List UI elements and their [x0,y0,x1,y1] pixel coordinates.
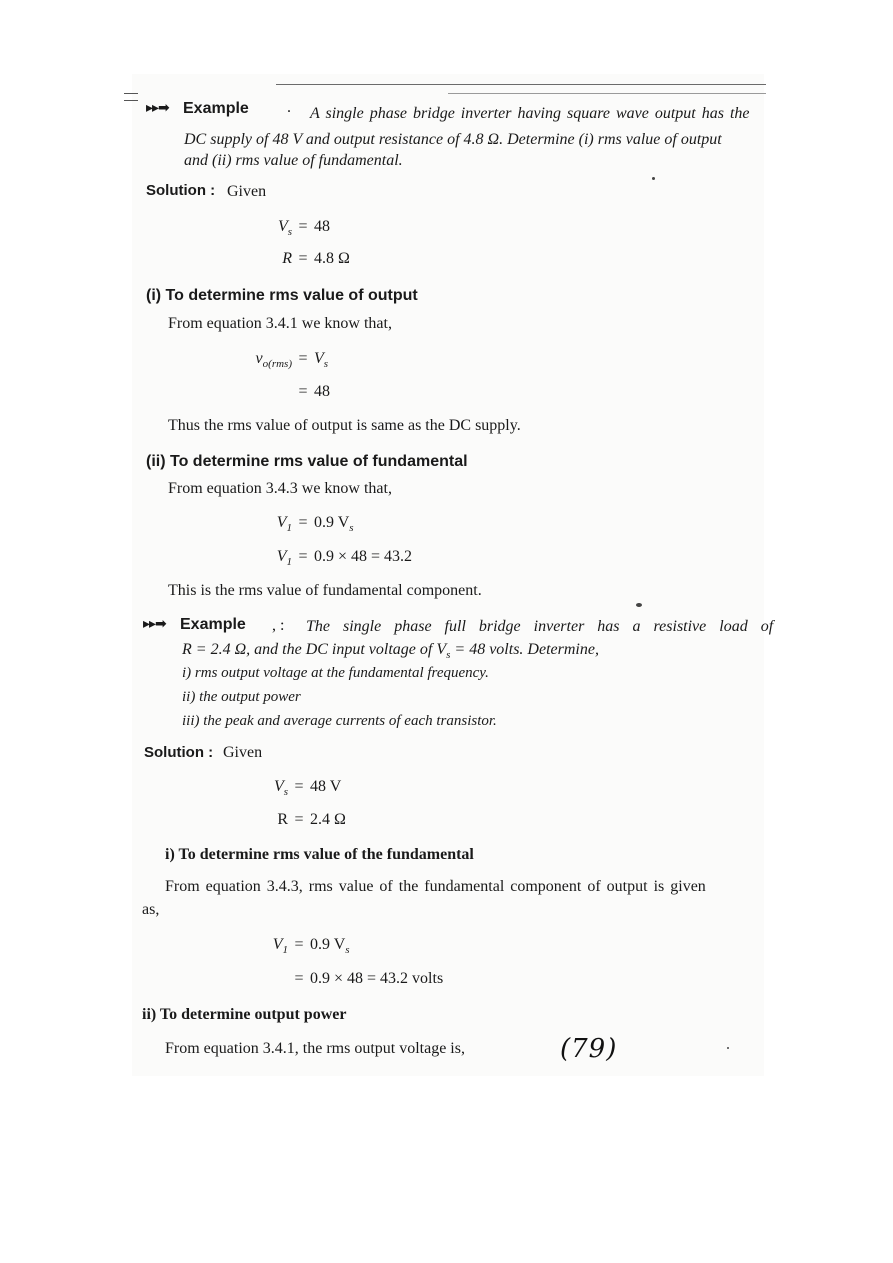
solution2-part1-heading: i) To determine rms value of the fundamental [165,846,474,863]
solution2-part2-intro: From equation 3.4.1, the rms output voltage is, [165,1040,465,1057]
example1-dot: . [287,99,291,116]
equation-vo-rms: $v_{o(rms)} = V_s$ [255,350,329,371]
scanned-page-area [132,74,764,1076]
equation-vs: $V_s = 48$ [277,218,330,239]
solution2-part1-intro-line2: as, [142,901,160,918]
solution1-part2-intro: From equation 3.4.3 we know that, [168,480,392,497]
example2-text-line2: R = 2.4 Ω, and the DC input voltage of $V_s = 48$ volts. Determine, [182,641,599,662]
solution2-label: Solution : [144,744,214,761]
triple-arrow-icon: ▸▸➡ [143,616,166,632]
scan-speck [652,177,655,180]
example2-colon: , : [272,617,285,634]
solution1-part2-conclusion: This is the rms value of fundamental component. [168,582,482,599]
margin-mark [124,93,138,101]
solution2-part2-heading: ii) To determine output power [142,1006,347,1023]
example2-text-line1: The single phase full bridge inverter has a resistive load of [306,618,774,635]
equation-v1-value: $V_1 = 0.9 \times 48 = 43.2$ [276,548,413,569]
scan-speck [636,603,642,607]
solution1-part1-heading: (i) To determine rms value of output [146,287,418,304]
solution1-given: Given [227,183,267,200]
equation-v1-2-value: = 0.9 × 48 = 43.2 volts [294,970,444,987]
top-rule [276,84,766,85]
equation-vs-2: $V_s = 48$ V [273,778,342,799]
example1-text-line1: A single phase bridge inverter having square wave output has the [310,105,750,122]
equation-vo-rms-value: = 48 [298,383,330,400]
triple-arrow-icon: ▸▸➡ [146,100,169,116]
solution1-part1-intro: From equation 3.4.1 we know that, [168,315,392,332]
solution2-given: Given [223,744,263,761]
example2-item3: iii) the peak and average currents of each transistor. [182,713,497,729]
solution1-part1-conclusion: Thus the rms value of output is same as the DC supply. [168,417,521,434]
scan-speck [727,1047,729,1049]
example1-label: Example [183,100,249,117]
equation-r-2: R = 2.4 Ω [277,811,346,828]
equation-v1-2: $V_1 = 0.9$ $V_s$ [272,936,350,957]
example2-item1: i) rms output voltage at the fundamental frequency. [182,665,489,681]
equation-v1: $V_1 = 0.9$ $V_s$ [276,514,354,535]
solution1-label: Solution : [146,182,216,199]
top-rule-secondary [448,93,766,94]
example1-text-line2: DC supply of 48 V and output resistance of 4.8 Ω. Determine (i) rms value of output [184,131,722,148]
handwritten-page-number: (79) [560,1034,618,1064]
solution2-part1-intro-line1: From equation 3.4.3, rms value of the fundamental component of output is given [165,878,706,895]
solution1-part2-heading: (ii) To determine rms value of fundamental [146,453,468,470]
example2-item2: ii) the output power [182,689,301,705]
example1-text-line3: and (ii) rms value of fundamental. [184,152,403,169]
example2-label: Example [180,616,246,633]
equation-r: R = 4.8 Ω [282,250,350,267]
